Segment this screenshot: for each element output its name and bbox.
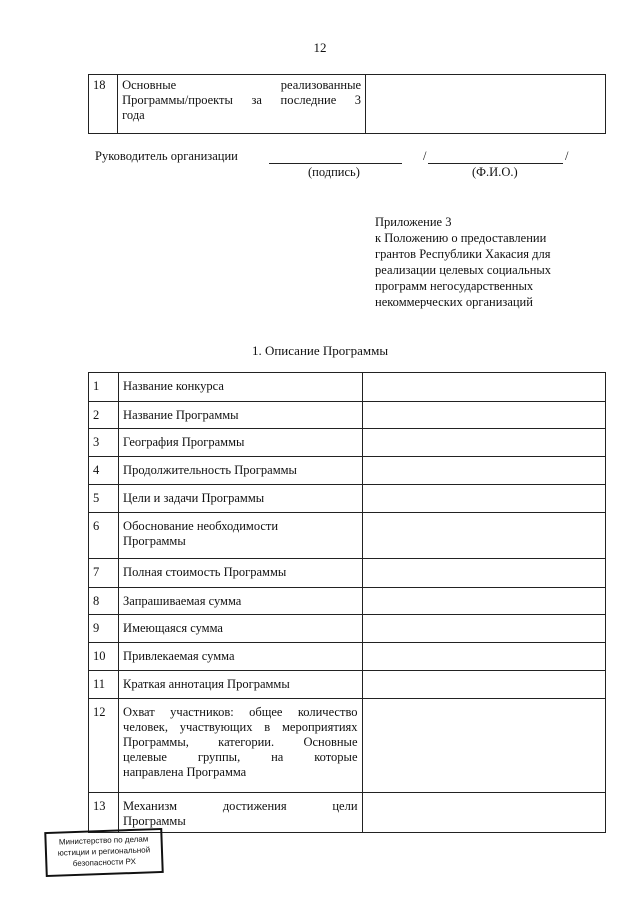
row-value-field[interactable]	[362, 513, 605, 559]
row-number: 2	[93, 408, 100, 422]
row-label: Имеющаяся сумма	[123, 621, 223, 635]
label-line: года	[122, 108, 145, 122]
row-label: Краткая аннотация Программы	[123, 677, 290, 691]
table-row	[89, 457, 606, 485]
row-label	[123, 513, 357, 549]
row-number: 1	[93, 379, 100, 393]
appendix-line: реализации целевых социальных	[375, 263, 552, 277]
table-row	[89, 513, 606, 559]
name-line[interactable]	[428, 163, 563, 164]
label-line: Программы/проекты за последние 3	[122, 93, 362, 107]
table-row	[89, 793, 606, 833]
table-row	[89, 429, 606, 457]
row-value-field[interactable]	[362, 485, 605, 513]
row-label: Продолжительность Программы	[123, 463, 297, 477]
row-number: 13	[93, 799, 106, 813]
stamp-line: безопасности РХ	[72, 856, 137, 869]
label-line: человек, участвующих в мероприятиях	[123, 720, 358, 734]
page-number: 12	[313, 40, 327, 55]
table-row	[89, 699, 606, 793]
row-number: 10	[93, 649, 106, 663]
row-label: География Программы	[123, 435, 245, 449]
row-value-field[interactable]	[362, 457, 605, 485]
row-value-field[interactable]	[362, 588, 605, 615]
row-label: Цели и задачи Программы	[123, 491, 265, 505]
label-line: Программы, категории. Основные	[123, 735, 358, 749]
row-label: Название конкурса	[123, 379, 224, 393]
row-number: 18	[89, 75, 118, 134]
name-caption: (Ф.И.О.)	[472, 165, 518, 179]
row-label	[123, 699, 357, 780]
label-line: Основные реализованные	[122, 78, 362, 92]
row-value-field[interactable]	[362, 559, 605, 588]
row-number: 6	[93, 519, 100, 533]
signature-caption: (подпись)	[308, 165, 360, 179]
slash: /	[423, 149, 427, 163]
row-label: Запрашиваемая сумма	[123, 594, 242, 608]
row-label: Привлекаемая сумма	[123, 649, 235, 663]
row-label: Полная стоимость Программы	[123, 565, 287, 579]
label-line: направлена Программа	[123, 765, 247, 779]
signature-block	[95, 149, 615, 189]
table-row	[89, 373, 606, 402]
row-label	[123, 793, 357, 829]
label-line: Программы	[123, 814, 186, 828]
appendix-line: к Положению о предоставлении	[375, 231, 547, 245]
appendix-line: грантов Республики Хакасия для	[375, 247, 551, 261]
row-number: 3	[93, 435, 100, 449]
row-value-field[interactable]	[362, 429, 605, 457]
row-value-field[interactable]	[362, 373, 605, 402]
label-line: Охват участников: общее количество	[123, 705, 358, 719]
row-value-field[interactable]	[362, 793, 605, 833]
section-title: 1. Описание Программы	[251, 343, 389, 358]
table-row	[89, 671, 606, 699]
ministry-stamp	[44, 828, 163, 877]
row-value-field[interactable]	[362, 671, 605, 699]
label-line: целевые группы, на которые	[123, 750, 358, 764]
row-value-field[interactable]	[362, 402, 605, 429]
row-value-field[interactable]	[362, 699, 605, 793]
table-row	[89, 643, 606, 671]
signature-line[interactable]	[269, 163, 402, 164]
table-row	[89, 559, 606, 588]
label-line: Программы	[123, 534, 186, 548]
table-row	[89, 485, 606, 513]
row-value-field[interactable]	[366, 75, 606, 134]
table-row	[89, 615, 606, 643]
row-value-field[interactable]	[362, 615, 605, 643]
appendix-line: Приложение 3	[375, 215, 452, 229]
signature-label: Руководитель организации	[95, 149, 238, 163]
row-number: 5	[93, 491, 100, 505]
stamp-line: Министерство по делам	[58, 834, 149, 847]
row-label: Название Программы	[123, 408, 239, 422]
row-label	[118, 75, 366, 134]
slash: /	[565, 149, 569, 163]
program-description-table	[88, 372, 606, 833]
label-line: Механизм достижения цели	[123, 799, 358, 813]
stamp-line: юстиции и региональной	[57, 845, 151, 858]
table-row	[89, 75, 606, 134]
row-value-field[interactable]	[362, 643, 605, 671]
table-row	[89, 402, 606, 429]
top-table	[88, 74, 606, 134]
appendix-line: некоммерческих организаций	[375, 295, 533, 309]
row-number: 11	[93, 677, 106, 691]
row-number: 4	[93, 463, 100, 477]
label-line: Обоснование необходимости	[123, 519, 279, 533]
row-number: 9	[93, 621, 100, 635]
row-number: 8	[93, 594, 100, 608]
table-row	[89, 588, 606, 615]
row-number: 7	[93, 565, 100, 579]
appendix-line: программ негосударственных	[375, 279, 534, 293]
row-number: 12	[93, 705, 106, 719]
appendix-header	[375, 214, 575, 310]
